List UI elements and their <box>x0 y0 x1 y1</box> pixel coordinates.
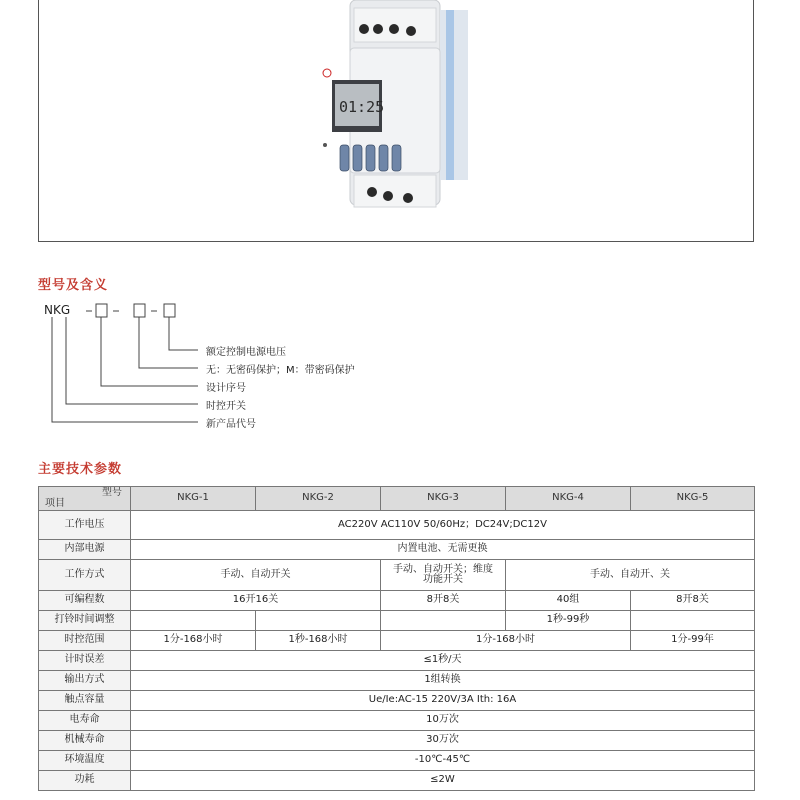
table-header-row <box>39 487 755 511</box>
table-row: 输出方式 1组转换 <box>39 671 755 691</box>
table-row: 时控范围 1分-168小时 1秒-168小时 1分-168小时 1分-99年 <box>39 631 755 651</box>
table-row: 可编程数 16开16关 8开8关 40组 8开8关 <box>39 591 755 611</box>
params-section-title: 主要技术参数 <box>38 462 123 477</box>
model-header: NKG-2 <box>256 487 381 511</box>
table-row: 电寿命 10万次 <box>39 711 755 731</box>
model-header: NKG-3 <box>381 487 506 511</box>
model-note-timer: 时控开关 <box>206 401 246 412</box>
model-header: NKG-4 <box>506 487 631 511</box>
lcd-reading: 01:25 <box>339 98 385 116</box>
model-note-newproduct: 新产品代号 <box>206 419 256 430</box>
table-row: 机械寿命 30万次 <box>39 731 755 751</box>
table-row: 功耗 ≤2W <box>39 771 755 791</box>
model-code-prefix: NKG <box>44 303 71 317</box>
model-note-password: 无：无密码保护；M：带密码保护 <box>206 365 355 376</box>
header-corner: 型号 项目 <box>39 487 131 511</box>
table-row: 内部电源 内置电池、无需更换 <box>39 540 755 560</box>
model-header: NKG-1 <box>131 487 256 511</box>
table-row: 触点容量 Ue/Ie:AC-15 220V/3A Ith: 16A <box>39 691 755 711</box>
table-row: 环境温度 -10℃-45℃ <box>39 751 755 771</box>
model-note-voltage: 额定控制电源电压 <box>206 347 286 358</box>
table-row: 工作方式 手动、自动开关 手动、自动开关；维度功能开关 手动、自动开、关 <box>39 560 755 591</box>
table-row: 工作电压 AC220V AC110V 50/60Hz；DC24V;DC12V <box>39 511 755 540</box>
model-section-title: 型号及含义 <box>38 278 109 293</box>
model-note-design: 设计序号 <box>206 383 246 394</box>
timer-switch-device-image <box>318 0 468 215</box>
table-row: 打铃时间调整 1秒-99秒 <box>39 611 755 631</box>
params-table <box>38 486 755 791</box>
model-header: NKG-5 <box>631 487 755 511</box>
table-row: 计时误差 ≤1秒/天 <box>39 651 755 671</box>
